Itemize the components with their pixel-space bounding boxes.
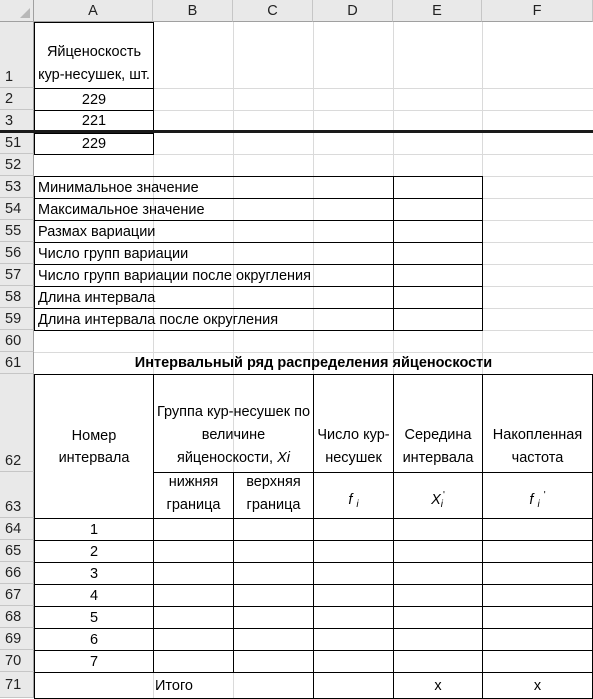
stat-value-groups-rounded[interactable] (393, 264, 483, 287)
select-all-corner[interactable] (0, 0, 34, 22)
symbol-fi-base: f (348, 492, 353, 508)
symbol-fi-cum-base: f (529, 492, 534, 508)
data-value-cell[interactable]: 221 (34, 110, 154, 132)
stat-label-range[interactable]: Размах вариации (34, 220, 394, 243)
row-header-68[interactable]: 68 (0, 606, 34, 628)
symbol-fi-cum-sup: ' (543, 490, 546, 501)
table-cell[interactable] (482, 606, 593, 629)
stat-value-range[interactable] (393, 220, 483, 243)
symbol-xi-sup: ' (442, 490, 445, 501)
header-interval-number-text: Номер интервала (58, 427, 130, 466)
row-header-61[interactable]: 61 (0, 352, 34, 374)
header-midpoint[interactable] (393, 374, 483, 473)
table-cell[interactable] (313, 606, 394, 629)
interval-number-cell[interactable]: 3 (34, 562, 154, 585)
table-cell[interactable] (313, 518, 394, 541)
header-lower-bound[interactable] (153, 472, 234, 519)
row-header-70[interactable]: 70 (0, 650, 34, 672)
table-cell[interactable] (482, 518, 593, 541)
interval-number-cell[interactable]: 7 (34, 650, 154, 673)
data-value-cell[interactable]: 229 (34, 88, 154, 111)
row-header-65[interactable]: 65 (0, 540, 34, 562)
row-header-63[interactable]: 63 (0, 472, 34, 518)
stat-value-max[interactable] (393, 198, 483, 221)
header-group-text (154, 401, 313, 470)
symbol-fi-cum-sub: i (537, 499, 540, 510)
column-header-f[interactable]: F (482, 0, 593, 22)
table-cell[interactable] (393, 562, 483, 585)
column-header-c[interactable]: C (233, 0, 313, 22)
symbol-xi-sub: i (440, 499, 443, 510)
row-header-57[interactable]: 57 (0, 264, 34, 286)
table-cell[interactable] (153, 628, 234, 651)
stat-label-groups-rounded[interactable]: Число групп вариации после округления (34, 264, 394, 287)
row-header-54[interactable]: 54 (0, 198, 34, 220)
table-cell[interactable] (393, 584, 483, 607)
data-column-header-text: Яйценоскость кур-несушек, шт. (38, 44, 150, 83)
interval-number-cell[interactable]: 2 (34, 540, 154, 563)
symbol-fi-cell[interactable] (313, 472, 394, 519)
table-cell[interactable] (153, 540, 234, 563)
table-cell[interactable] (233, 562, 314, 585)
row-header-67[interactable]: 67 (0, 584, 34, 606)
row-header-3[interactable]: 3 (0, 110, 34, 132)
row-header-56[interactable]: 56 (0, 242, 34, 264)
table-cell[interactable] (313, 562, 394, 585)
header-group-main: Группа кур-несушек по величине яйценоскости, (156, 404, 311, 466)
stat-value-groups[interactable] (393, 242, 483, 265)
table-cell[interactable] (313, 584, 394, 607)
header-lower-bound-text: нижняя граница (166, 474, 221, 513)
row-header-55[interactable]: 55 (0, 220, 34, 242)
table-cell[interactable] (393, 606, 483, 629)
total-midpoint[interactable]: x (393, 672, 483, 699)
column-header-e[interactable]: E (393, 0, 482, 22)
total-label[interactable]: Итого (34, 672, 314, 699)
stat-value-interval-rounded[interactable] (393, 308, 483, 331)
header-cumulative[interactable] (482, 374, 593, 473)
stat-label-max[interactable]: Максимальное значение (34, 198, 394, 221)
row-header-71[interactable]: 71 (0, 672, 34, 698)
interval-number-cell[interactable]: 4 (34, 584, 154, 607)
table-cell[interactable] (482, 540, 593, 563)
row-header-58[interactable]: 58 (0, 286, 34, 308)
header-upper-bound[interactable] (233, 472, 314, 519)
table-cell[interactable] (153, 562, 234, 585)
table-cell[interactable] (153, 518, 234, 541)
stat-value-min[interactable] (393, 176, 483, 199)
symbol-xi-cell[interactable] (393, 472, 483, 519)
table-cell[interactable] (482, 650, 593, 673)
symbol-xi (431, 485, 445, 516)
total-count[interactable] (313, 672, 394, 699)
header-count-text: Число кур-несушек (317, 427, 390, 466)
header-upper-bound-text: верхняя граница (246, 474, 301, 513)
header-cumulative-text: Накопленная частота (492, 427, 583, 466)
table-cell[interactable] (482, 628, 593, 651)
column-header-a[interactable]: A (34, 0, 153, 22)
table-cell[interactable] (233, 584, 314, 607)
table-cell[interactable] (313, 650, 394, 673)
data-column-header[interactable] (34, 22, 154, 89)
interval-number-cell[interactable]: 6 (34, 628, 154, 651)
select-all-triangle-icon (20, 8, 30, 18)
row-header-66[interactable]: 66 (0, 562, 34, 584)
total-cumulative[interactable]: x (482, 672, 593, 699)
header-midpoint-text: Середина интервала (402, 427, 474, 466)
column-header-d[interactable]: D (313, 0, 393, 22)
row-header-1[interactable]: 1 (0, 22, 34, 88)
row-header-52[interactable]: 52 (0, 154, 34, 176)
table-cell[interactable] (233, 606, 314, 629)
stat-label-min[interactable]: Минимальное значение (34, 176, 394, 199)
row-header-59[interactable]: 59 (0, 308, 34, 330)
column-header-b[interactable]: B (153, 0, 233, 22)
table-cell[interactable] (153, 650, 234, 673)
header-interval-number[interactable] (34, 374, 154, 519)
table-cell[interactable] (313, 540, 394, 563)
table-cell[interactable] (233, 540, 314, 563)
row-header-60[interactable]: 60 (0, 330, 34, 352)
stat-label-interval-rounded[interactable]: Длина интервала после округления (34, 308, 394, 331)
symbol-fi-sub: i (356, 499, 359, 510)
symbol-xi-base: X (431, 492, 441, 508)
symbol-fi (348, 489, 358, 516)
table-cell[interactable] (482, 562, 593, 585)
table-cell[interactable] (313, 628, 394, 651)
symbol-fi-cum-cell[interactable] (482, 472, 593, 519)
table-cell[interactable] (393, 518, 483, 541)
header-group[interactable] (153, 374, 314, 473)
interval-number-cell[interactable]: 5 (34, 606, 154, 629)
row-header-69[interactable]: 69 (0, 628, 34, 650)
stat-label-groups[interactable]: Число групп вариации (34, 242, 394, 265)
stat-label-interval[interactable]: Длина интервала (34, 286, 394, 309)
table-cell[interactable] (393, 540, 483, 563)
row-header-2[interactable]: 2 (0, 88, 34, 110)
table-cell[interactable] (482, 584, 593, 607)
header-count[interactable] (313, 374, 394, 473)
table-cell[interactable] (393, 650, 483, 673)
interval-number-cell[interactable]: 1 (34, 518, 154, 541)
table-title[interactable]: Интервальный ряд распределения яйценоскости (134, 355, 493, 371)
stat-value-interval[interactable] (393, 286, 483, 309)
symbol-fi-cum (529, 485, 545, 516)
table-cell[interactable] (233, 628, 314, 651)
row-header-64[interactable]: 64 (0, 518, 34, 540)
table-cell[interactable] (393, 628, 483, 651)
table-cell[interactable] (153, 584, 234, 607)
row-header-51[interactable]: 51 (0, 132, 34, 154)
header-group-var: Xi (277, 450, 290, 466)
row-header-53[interactable]: 53 (0, 176, 34, 198)
row-header-62[interactable]: 62 (0, 374, 34, 472)
table-cell[interactable] (233, 650, 314, 673)
data-value-cell[interactable]: 229 (34, 133, 154, 155)
table-cell[interactable] (233, 518, 314, 541)
table-cell[interactable] (153, 606, 234, 629)
